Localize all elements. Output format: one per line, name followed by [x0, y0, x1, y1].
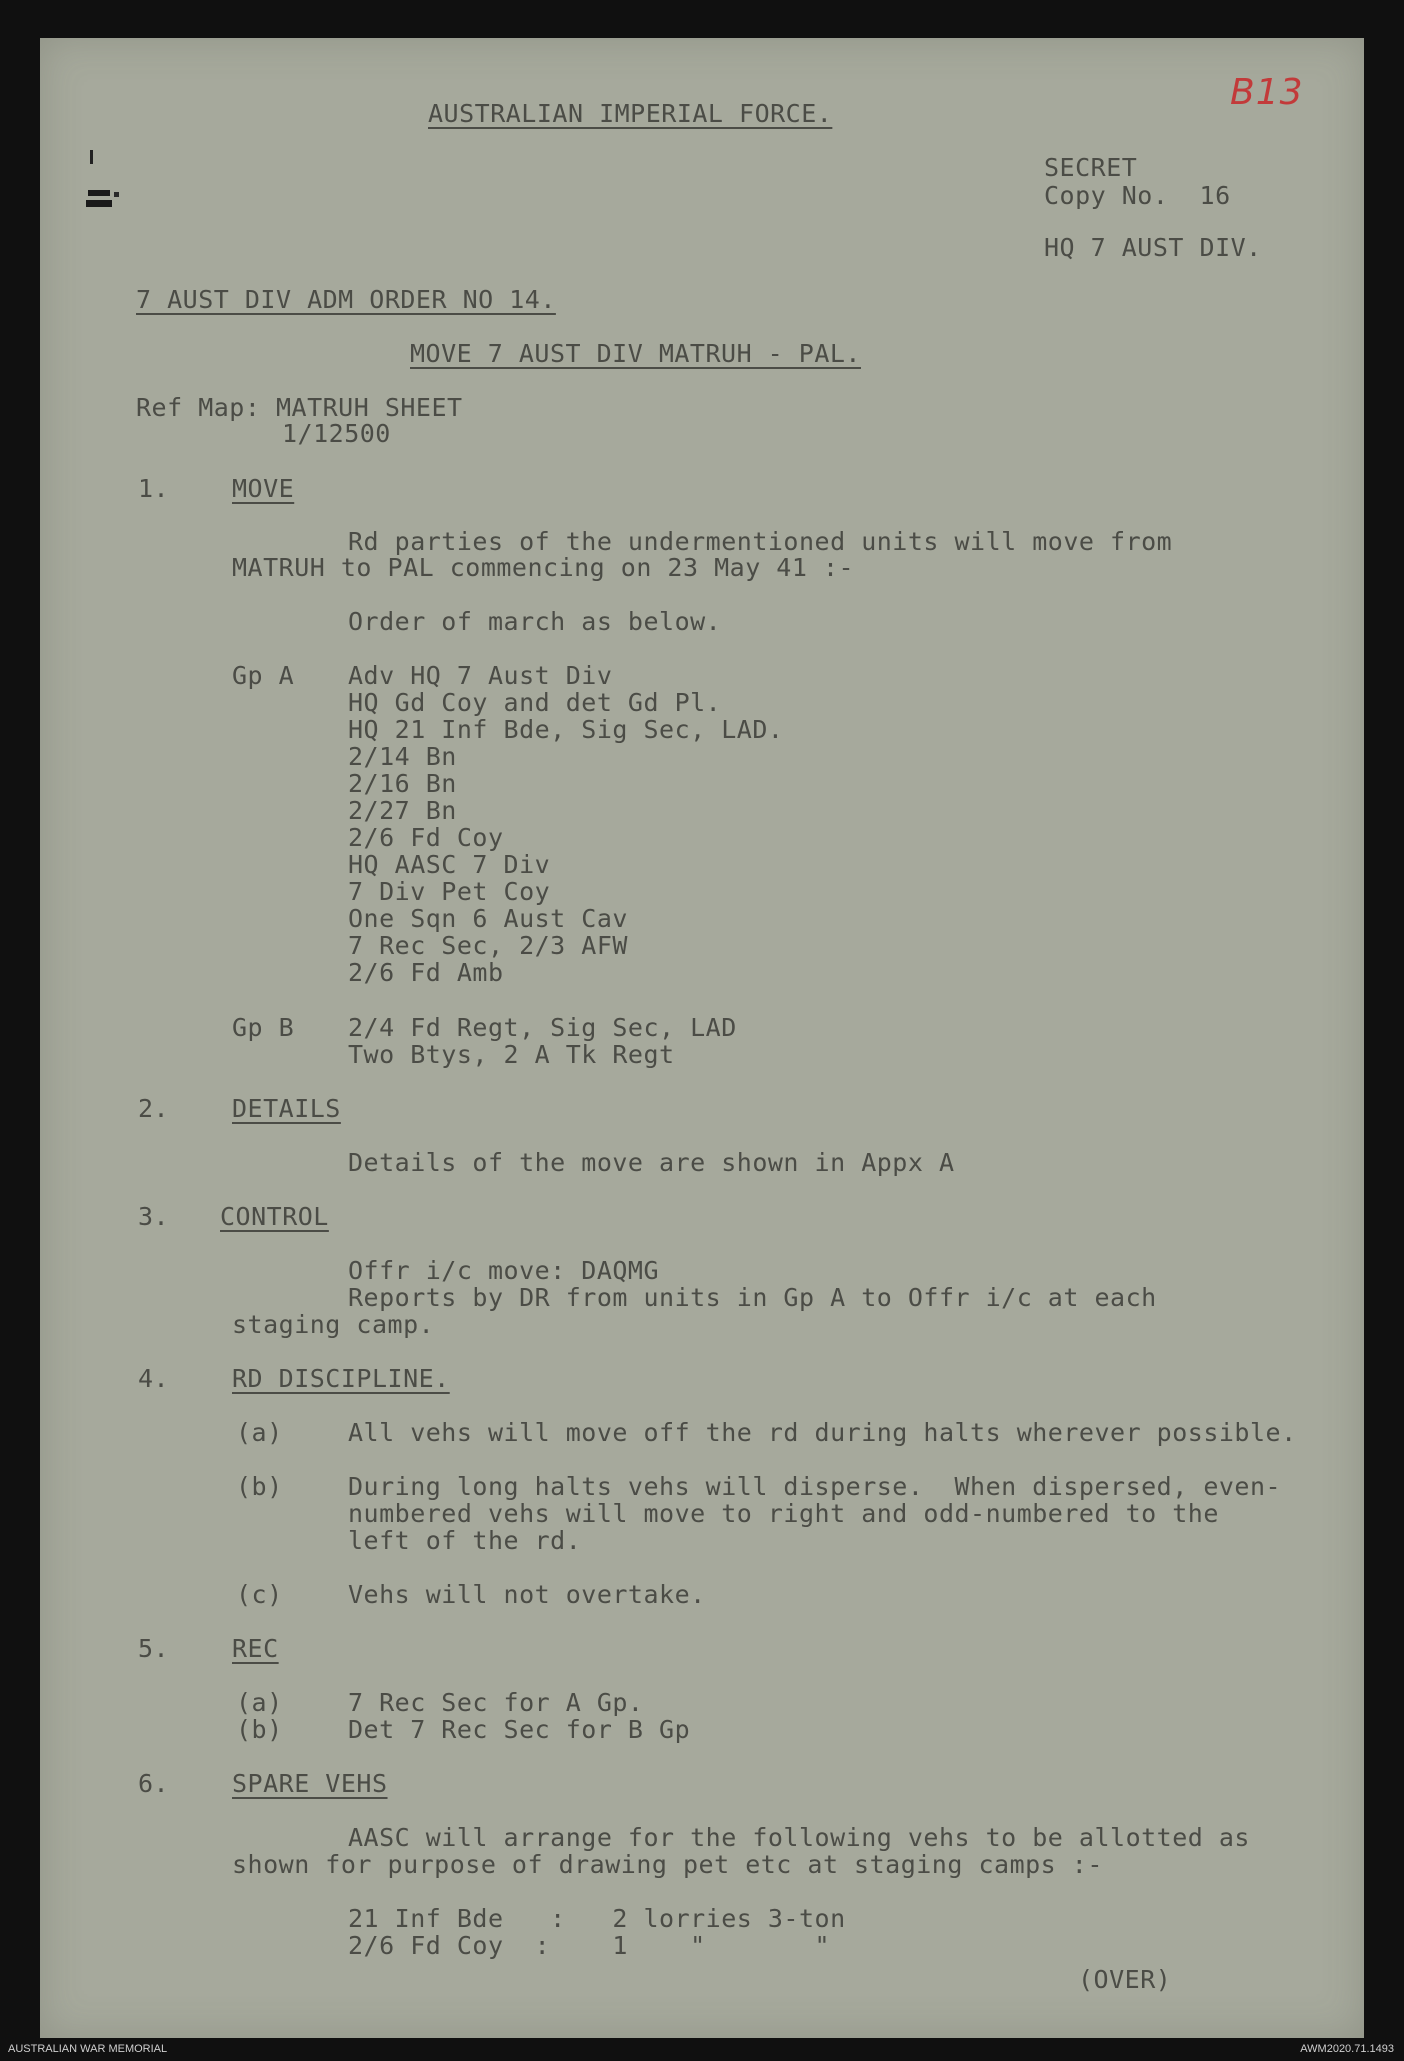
- list-item: 2/6 Fd Amb: [348, 958, 504, 987]
- list-item: HQ AASC 7 Div: [348, 850, 551, 879]
- table-row: 2/6 Fd Coy : 1 " ": [348, 1931, 831, 1960]
- section-number: 5.: [138, 1634, 170, 1663]
- paragraph-line: Det 7 Rec Sec for B Gp: [348, 1715, 691, 1744]
- group-label: Gp B: [232, 1013, 295, 1042]
- paragraph-line: Rd parties of the undermentioned units will move from: [348, 527, 1173, 556]
- paragraph-line: staging camp.: [232, 1310, 435, 1339]
- over-marker: (OVER): [1078, 1965, 1172, 1994]
- paragraph-line: Order of march as below.: [348, 607, 722, 636]
- paragraph-line: shown for purpose of drawing pet etc at staging camps :-: [232, 1850, 1103, 1879]
- section-heading: RD DISCIPLINE.: [232, 1364, 450, 1393]
- section-heading: DETAILS: [232, 1094, 341, 1123]
- handwritten-annotation: B13: [1230, 72, 1304, 113]
- list-item: 7 Div Pet Coy: [348, 877, 551, 906]
- paragraph-line: left of the rd.: [348, 1526, 582, 1555]
- list-item: HQ 21 Inf Bde, Sig Sec, LAD.: [348, 715, 784, 744]
- document-page: [40, 38, 1364, 2038]
- order-subject: MOVE 7 AUST DIV MATRUH - PAL.: [410, 339, 861, 368]
- headquarters: HQ 7 AUST DIV.: [1044, 233, 1262, 262]
- section-number: 4.: [138, 1364, 170, 1393]
- order-title: 7 AUST DIV ADM ORDER NO 14.: [136, 285, 556, 314]
- list-item: 2/16 Bn: [348, 769, 457, 798]
- item-label: (b): [236, 1715, 283, 1744]
- list-item: One Sqn 6 Aust Cav: [348, 904, 628, 933]
- footer-reference: AWM2020.71.1493: [1300, 2043, 1394, 2055]
- item-label: (a): [236, 1418, 283, 1447]
- paragraph-line: During long halts vehs will disperse. When dispersed, even-: [348, 1472, 1282, 1501]
- paragraph-line: All vehs will move off the rd during halts wherever possible.: [348, 1418, 1297, 1447]
- page-title: AUSTRALIAN IMPERIAL FORCE.: [428, 99, 833, 128]
- copy-number: Copy No. 16: [1044, 181, 1231, 210]
- item-label: (b): [236, 1472, 283, 1501]
- list-item: HQ Gd Coy and det Gd Pl.: [348, 688, 722, 717]
- section-heading: CONTROL: [220, 1202, 329, 1231]
- paragraph-line: numbered vehs will move to right and odd-numbered to the: [348, 1499, 1219, 1528]
- item-label: (a): [236, 1688, 283, 1717]
- ink-smudge: [78, 148, 128, 218]
- list-item: 2/14 Bn: [348, 742, 457, 771]
- paragraph-line: Offr i/c move: DAQMG: [348, 1256, 660, 1285]
- list-item: 2/6 Fd Coy: [348, 823, 504, 852]
- list-item: 2/27 Bn: [348, 796, 457, 825]
- paragraph-line: AASC will arrange for the following vehs to be allotted as: [348, 1823, 1250, 1852]
- group-label: Gp A: [232, 661, 295, 690]
- list-item: 2/4 Fd Regt, Sig Sec, LAD: [348, 1013, 737, 1042]
- section-number: 6.: [138, 1769, 170, 1798]
- list-item: 7 Rec Sec, 2/3 AFW: [348, 931, 628, 960]
- paragraph-line: Reports by DR from units in Gp A to Offr i/c at each: [348, 1283, 1157, 1312]
- footer-source: AUSTRALIAN WAR MEMORIAL: [8, 2043, 168, 2055]
- paragraph-line: Details of the move are shown in Appx A: [348, 1148, 955, 1177]
- list-item: Two Btys, 2 A Tk Regt: [348, 1040, 675, 1069]
- classification: SECRET: [1044, 153, 1138, 182]
- paragraph-line: Vehs will not overtake.: [348, 1580, 706, 1609]
- section-number: 3.: [138, 1202, 170, 1231]
- list-item: Adv HQ 7 Aust Div: [348, 661, 613, 690]
- section-heading: SPARE VEHS: [232, 1769, 388, 1798]
- section-number: 1.: [138, 474, 170, 503]
- section-heading: MOVE: [232, 474, 295, 503]
- table-row: 21 Inf Bde : 2 lorries 3-ton: [348, 1904, 846, 1933]
- item-label: (c): [236, 1580, 283, 1609]
- ref-map-scale: 1/12500: [282, 419, 391, 448]
- section-heading: REC: [232, 1634, 279, 1663]
- paragraph-line: MATRUH to PAL commencing on 23 May 41 :-: [232, 553, 855, 582]
- section-number: 2.: [138, 1094, 170, 1123]
- ref-map: Ref Map: MATRUH SHEET: [136, 393, 463, 422]
- paragraph-line: 7 Rec Sec for A Gp.: [348, 1688, 644, 1717]
